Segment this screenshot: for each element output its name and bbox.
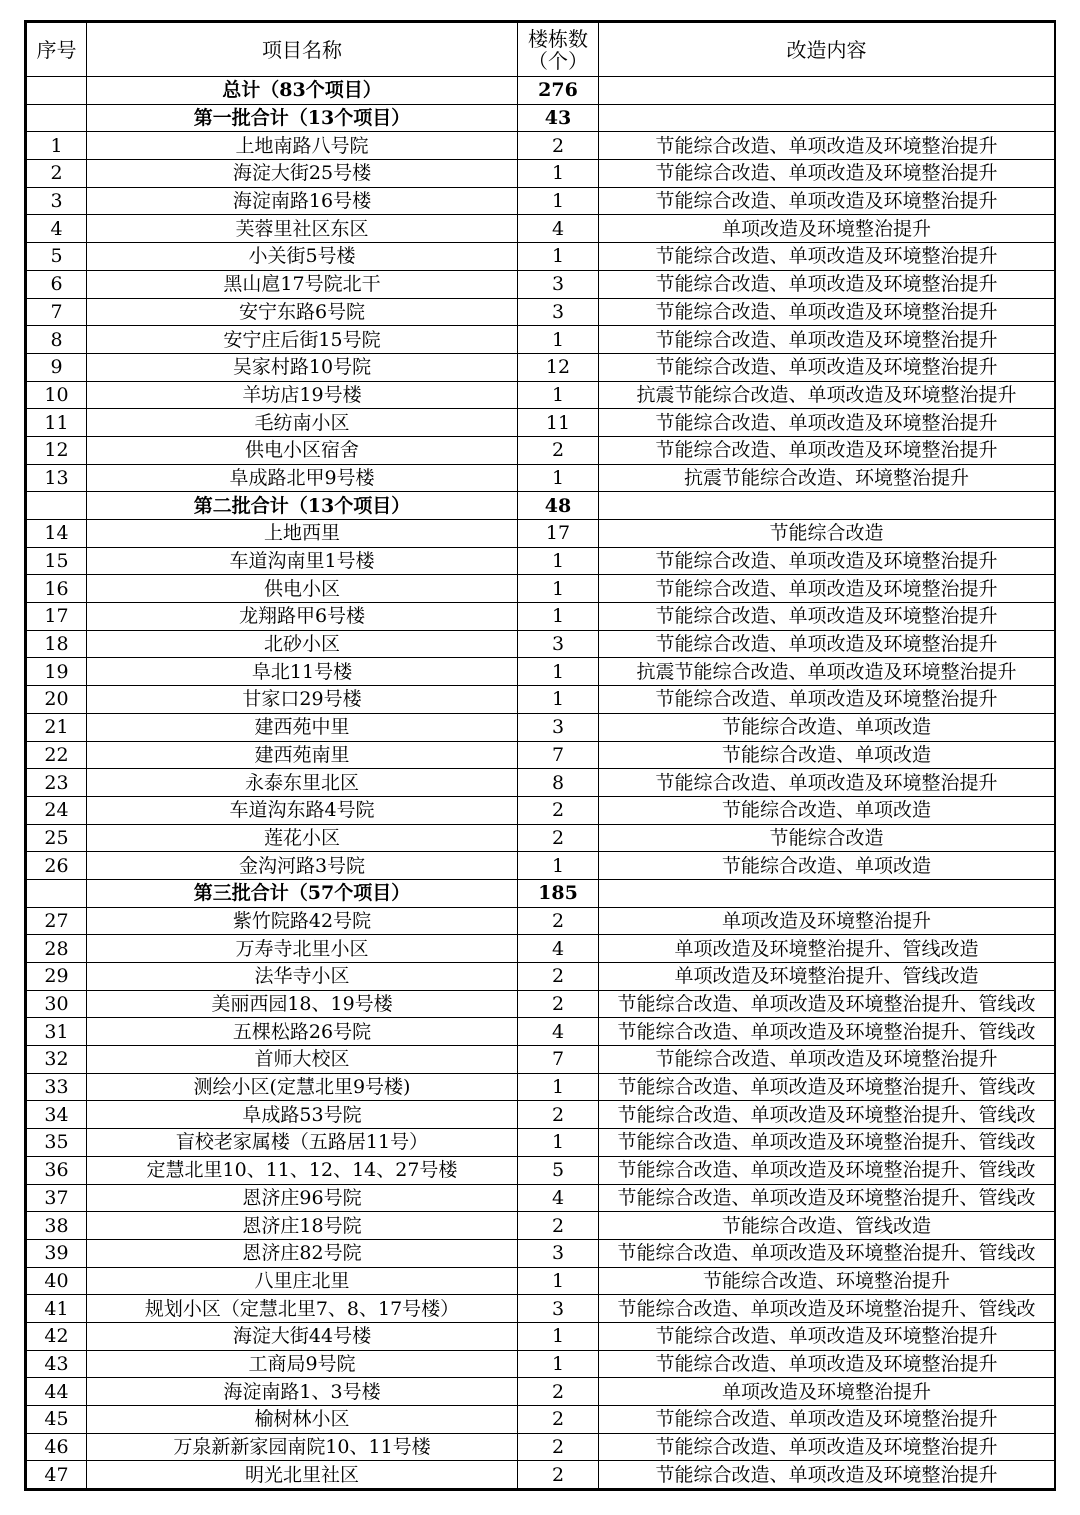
row-content: 节能综合改造、单项改造及环境整治提升	[599, 298, 1055, 326]
row-name: 定慧北里10、11、12、14、27号楼	[87, 1156, 518, 1184]
row-no: 11	[27, 409, 87, 437]
row-content: 节能综合改造、单项改造及环境整治提升、管线改	[599, 1184, 1055, 1212]
table-row	[27, 298, 1055, 326]
row-no: 35	[27, 1129, 87, 1157]
row-no: 20	[27, 686, 87, 714]
header-name: 项目名称	[87, 23, 518, 77]
row-name: 建西苑中里	[87, 713, 518, 741]
row-name: 五棵松路26号院	[87, 1018, 518, 1046]
table-row	[27, 1378, 1055, 1406]
row-no: 29	[27, 963, 87, 991]
row-content: 节能综合改造、管线改造	[599, 1212, 1055, 1240]
row-content: 节能综合改造、单项改造及环境整治提升、管线改	[599, 1101, 1055, 1129]
row-no: 31	[27, 1018, 87, 1046]
row-content: 节能综合改造、单项改造及环境整治提升	[599, 409, 1055, 437]
subtotal-label: 第一批合计（13个项目）	[87, 104, 518, 132]
subtotal-content-cell	[599, 492, 1055, 520]
row-content: 节能综合改造、单项改造	[599, 741, 1055, 769]
row-name: 车道沟东路4号院	[87, 796, 518, 824]
row-no: 9	[27, 353, 87, 381]
row-content: 抗震节能综合改造、环境整治提升	[599, 464, 1055, 492]
table-row	[27, 796, 1055, 824]
header-row	[27, 23, 1055, 77]
row-content: 节能综合改造、单项改造及环境整治提升	[599, 1433, 1055, 1461]
table-row	[27, 243, 1055, 271]
table-row	[27, 1129, 1055, 1157]
row-no: 28	[27, 935, 87, 963]
row-count: 1	[518, 243, 599, 271]
table-row	[27, 713, 1055, 741]
row-count: 17	[518, 520, 599, 548]
table-row	[27, 1018, 1055, 1046]
row-name: 万泉新新家园南院10、11号楼	[87, 1433, 518, 1461]
row-no: 10	[27, 381, 87, 409]
row-name: 恩济庄82号院	[87, 1239, 518, 1267]
row-name: 芙蓉里社区东区	[87, 215, 518, 243]
table-row	[27, 1239, 1055, 1267]
table-row	[27, 215, 1055, 243]
row-count: 4	[518, 1018, 599, 1046]
row-name: 紫竹院路42号院	[87, 907, 518, 935]
row-count: 7	[518, 741, 599, 769]
row-name: 龙翔路甲6号楼	[87, 603, 518, 631]
table-row	[27, 1406, 1055, 1434]
row-content: 节能综合改造、单项改造及环境整治提升	[599, 270, 1055, 298]
row-no: 6	[27, 270, 87, 298]
row-name: 安宁东路6号院	[87, 298, 518, 326]
subtotal-row	[27, 104, 1055, 132]
table-row	[27, 1046, 1055, 1074]
row-count: 2	[518, 963, 599, 991]
subtotal-content-cell	[599, 879, 1055, 907]
table-row	[27, 575, 1055, 603]
row-content: 节能综合改造、单项改造及环境整治提升	[599, 1406, 1055, 1434]
row-no: 45	[27, 1406, 87, 1434]
row-content: 节能综合改造、单项改造	[599, 796, 1055, 824]
row-count: 2	[518, 1406, 599, 1434]
row-name: 黑山扈17号院北干	[87, 270, 518, 298]
row-no: 15	[27, 547, 87, 575]
row-name: 法华寺小区	[87, 963, 518, 991]
row-no: 2	[27, 160, 87, 188]
row-no: 27	[27, 907, 87, 935]
row-name: 金沟河路3号院	[87, 852, 518, 880]
row-count: 3	[518, 630, 599, 658]
subtotal-content-cell	[599, 77, 1055, 105]
row-no: 18	[27, 630, 87, 658]
table-row	[27, 990, 1055, 1018]
subtotal-count: 185	[518, 879, 599, 907]
row-content: 节能综合改造、单项改造及环境整治提升	[599, 243, 1055, 271]
subtotal-label: 总计（83个项目）	[87, 77, 518, 105]
row-content: 节能综合改造、单项改造及环境整治提升、管线改	[599, 1018, 1055, 1046]
table-row	[27, 824, 1055, 852]
table-row	[27, 520, 1055, 548]
row-no: 41	[27, 1295, 87, 1323]
row-content: 单项改造及环境整治提升	[599, 1378, 1055, 1406]
row-name: 海淀大街44号楼	[87, 1322, 518, 1350]
row-content: 节能综合改造、单项改造及环境整治提升、管线改	[599, 1295, 1055, 1323]
table-row	[27, 160, 1055, 188]
row-name: 阜北11号楼	[87, 658, 518, 686]
row-name: 上地南路八号院	[87, 132, 518, 160]
table-row	[27, 907, 1055, 935]
row-count: 3	[518, 1239, 599, 1267]
row-content: 抗震节能综合改造、单项改造及环境整治提升	[599, 381, 1055, 409]
row-content: 节能综合改造、单项改造及环境整治提升	[599, 1350, 1055, 1378]
row-name: 美丽西园18、19号楼	[87, 990, 518, 1018]
header-content: 改造内容	[599, 23, 1055, 77]
row-count: 1	[518, 575, 599, 603]
table-row	[27, 547, 1055, 575]
row-count: 2	[518, 796, 599, 824]
row-no: 19	[27, 658, 87, 686]
row-name: 盲校老家属楼（五路居11号）	[87, 1129, 518, 1157]
row-name: 供电小区	[87, 575, 518, 603]
row-content: 节能综合改造、单项改造及环境整治提升	[599, 436, 1055, 464]
table-row	[27, 1461, 1055, 1489]
row-content: 节能综合改造、单项改造及环境整治提升	[599, 132, 1055, 160]
row-content: 单项改造及环境整治提升	[599, 215, 1055, 243]
row-content: 节能综合改造、单项改造及环境整治提升	[599, 603, 1055, 631]
row-count: 1	[518, 1350, 599, 1378]
subtotal-count: 48	[518, 492, 599, 520]
table-row	[27, 353, 1055, 381]
row-no: 4	[27, 215, 87, 243]
header-count-line1: 楼栋数	[528, 26, 588, 51]
subtotal-no-cell	[27, 879, 87, 907]
table-row	[27, 381, 1055, 409]
table-row	[27, 935, 1055, 963]
row-content: 节能综合改造、单项改造及环境整治提升	[599, 769, 1055, 797]
subtotal-label: 第三批合计（57个项目）	[87, 879, 518, 907]
row-no: 46	[27, 1433, 87, 1461]
row-name: 阜成路53号院	[87, 1101, 518, 1129]
table-row	[27, 1184, 1055, 1212]
row-no: 30	[27, 990, 87, 1018]
table-row	[27, 1295, 1055, 1323]
row-no: 44	[27, 1378, 87, 1406]
row-count: 3	[518, 298, 599, 326]
row-no: 16	[27, 575, 87, 603]
project-table-container	[24, 20, 1056, 1491]
subtotal-no-cell	[27, 77, 87, 105]
row-name: 永泰东里北区	[87, 769, 518, 797]
row-count: 2	[518, 990, 599, 1018]
row-content: 节能综合改造、单项改造及环境整治提升、管线改	[599, 1239, 1055, 1267]
row-count: 2	[518, 436, 599, 464]
row-count: 5	[518, 1156, 599, 1184]
subtotal-row	[27, 879, 1055, 907]
subtotal-no-cell	[27, 104, 87, 132]
subtotal-no-cell	[27, 492, 87, 520]
row-no: 12	[27, 436, 87, 464]
table-row	[27, 1073, 1055, 1101]
row-content: 节能综合改造、单项改造及环境整治提升	[599, 575, 1055, 603]
row-count: 1	[518, 1267, 599, 1295]
table-body	[27, 77, 1055, 1489]
row-count: 3	[518, 1295, 599, 1323]
row-count: 3	[518, 270, 599, 298]
row-name: 建西苑南里	[87, 741, 518, 769]
row-name: 海淀南路1、3号楼	[87, 1378, 518, 1406]
row-count: 3	[518, 713, 599, 741]
row-count: 7	[518, 1046, 599, 1074]
row-count: 8	[518, 769, 599, 797]
table-row	[27, 464, 1055, 492]
subtotal-label: 第二批合计（13个项目）	[87, 492, 518, 520]
row-name: 上地西里	[87, 520, 518, 548]
row-no: 34	[27, 1101, 87, 1129]
row-name: 首师大校区	[87, 1046, 518, 1074]
row-count: 1	[518, 658, 599, 686]
row-name: 明光北里社区	[87, 1461, 518, 1489]
row-count: 1	[518, 1129, 599, 1157]
row-name: 海淀大街25号楼	[87, 160, 518, 188]
row-count: 2	[518, 132, 599, 160]
table-row	[27, 187, 1055, 215]
row-content: 节能综合改造	[599, 824, 1055, 852]
subtotal-count: 43	[518, 104, 599, 132]
subtotal-row	[27, 492, 1055, 520]
row-name: 甘家口29号楼	[87, 686, 518, 714]
header-count-line2: （个）	[528, 48, 588, 73]
row-content: 节能综合改造	[599, 520, 1055, 548]
row-name: 万寿寺北里小区	[87, 935, 518, 963]
table-row	[27, 658, 1055, 686]
table-row	[27, 1322, 1055, 1350]
row-content: 节能综合改造、单项改造及环境整治提升	[599, 630, 1055, 658]
row-content: 节能综合改造、单项改造及环境整治提升	[599, 353, 1055, 381]
subtotal-content-cell	[599, 104, 1055, 132]
row-count: 2	[518, 907, 599, 935]
header-count	[518, 23, 599, 77]
row-name: 规划小区（定慧北里7、8、17号楼）	[87, 1295, 518, 1323]
row-name: 小关街5号楼	[87, 243, 518, 271]
row-name: 供电小区宿舍	[87, 436, 518, 464]
table-row	[27, 603, 1055, 631]
row-name: 车道沟南里1号楼	[87, 547, 518, 575]
row-name: 恩济庄96号院	[87, 1184, 518, 1212]
row-no: 36	[27, 1156, 87, 1184]
row-no: 25	[27, 824, 87, 852]
row-name: 海淀南路16号楼	[87, 187, 518, 215]
row-no: 1	[27, 132, 87, 160]
table-row	[27, 686, 1055, 714]
table-row	[27, 132, 1055, 160]
row-count: 2	[518, 1378, 599, 1406]
table-row	[27, 1101, 1055, 1129]
row-count: 1	[518, 381, 599, 409]
row-no: 3	[27, 187, 87, 215]
row-content: 节能综合改造、单项改造及环境整治提升、管线改	[599, 1129, 1055, 1157]
row-content: 节能综合改造、单项改造及环境整治提升、管线改	[599, 1156, 1055, 1184]
row-no: 21	[27, 713, 87, 741]
row-content: 节能综合改造、单项改造及环境整治提升	[599, 160, 1055, 188]
row-no: 26	[27, 852, 87, 880]
table-row	[27, 1433, 1055, 1461]
row-count: 12	[518, 353, 599, 381]
row-count: 2	[518, 1212, 599, 1240]
table-row	[27, 409, 1055, 437]
row-no: 32	[27, 1046, 87, 1074]
row-no: 33	[27, 1073, 87, 1101]
subtotal-row	[27, 77, 1055, 105]
row-no: 17	[27, 603, 87, 631]
row-count: 2	[518, 1101, 599, 1129]
table-row	[27, 436, 1055, 464]
row-content: 节能综合改造、单项改造及环境整治提升	[599, 686, 1055, 714]
row-no: 22	[27, 741, 87, 769]
table-row	[27, 270, 1055, 298]
row-content: 节能综合改造、单项改造	[599, 713, 1055, 741]
row-name: 毛纺南小区	[87, 409, 518, 437]
row-name: 测绘小区(定慧北里9号楼)	[87, 1073, 518, 1101]
table-row	[27, 1212, 1055, 1240]
row-name: 吴家村路10号院	[87, 353, 518, 381]
row-count: 4	[518, 1184, 599, 1212]
project-table	[26, 22, 1055, 1489]
row-content: 节能综合改造、单项改造及环境整治提升	[599, 1461, 1055, 1489]
row-content: 单项改造及环境整治提升	[599, 907, 1055, 935]
row-count: 11	[518, 409, 599, 437]
row-no: 40	[27, 1267, 87, 1295]
row-content: 节能综合改造、单项改造	[599, 852, 1055, 880]
row-no: 42	[27, 1322, 87, 1350]
row-name: 工商局9号院	[87, 1350, 518, 1378]
row-name: 北砂小区	[87, 630, 518, 658]
row-count: 1	[518, 686, 599, 714]
row-count: 2	[518, 1461, 599, 1489]
row-no: 14	[27, 520, 87, 548]
row-count: 2	[518, 824, 599, 852]
row-no: 7	[27, 298, 87, 326]
row-content: 单项改造及环境整治提升、管线改造	[599, 963, 1055, 991]
row-no: 38	[27, 1212, 87, 1240]
row-no: 13	[27, 464, 87, 492]
table-row	[27, 1156, 1055, 1184]
row-content: 节能综合改造、单项改造及环境整治提升	[599, 547, 1055, 575]
row-no: 24	[27, 796, 87, 824]
row-content: 节能综合改造、单项改造及环境整治提升	[599, 1322, 1055, 1350]
row-name: 阜成路北甲9号楼	[87, 464, 518, 492]
row-name: 榆树林小区	[87, 1406, 518, 1434]
table-row	[27, 741, 1055, 769]
row-content: 节能综合改造、单项改造及环境整治提升、管线改	[599, 1073, 1055, 1101]
row-count: 2	[518, 1433, 599, 1461]
table-row	[27, 963, 1055, 991]
row-name: 八里庄北里	[87, 1267, 518, 1295]
row-name: 安宁庄后街15号院	[87, 326, 518, 354]
row-content: 单项改造及环境整治提升、管线改造	[599, 935, 1055, 963]
row-count: 1	[518, 160, 599, 188]
row-count: 1	[518, 1073, 599, 1101]
table-row	[27, 1267, 1055, 1295]
row-no: 37	[27, 1184, 87, 1212]
row-content: 抗震节能综合改造、单项改造及环境整治提升	[599, 658, 1055, 686]
row-content: 节能综合改造、环境整治提升	[599, 1267, 1055, 1295]
row-name: 恩济庄18号院	[87, 1212, 518, 1240]
row-count: 1	[518, 852, 599, 880]
table-row	[27, 326, 1055, 354]
row-no: 43	[27, 1350, 87, 1378]
row-name: 莲花小区	[87, 824, 518, 852]
subtotal-count: 276	[518, 77, 599, 105]
row-content: 节能综合改造、单项改造及环境整治提升、管线改	[599, 990, 1055, 1018]
table-row	[27, 852, 1055, 880]
row-count: 1	[518, 187, 599, 215]
row-count: 1	[518, 464, 599, 492]
row-no: 39	[27, 1239, 87, 1267]
row-no: 5	[27, 243, 87, 271]
row-content: 节能综合改造、单项改造及环境整治提升	[599, 326, 1055, 354]
row-count: 1	[518, 326, 599, 354]
row-no: 23	[27, 769, 87, 797]
table-row	[27, 769, 1055, 797]
row-no: 8	[27, 326, 87, 354]
row-count: 4	[518, 215, 599, 243]
row-name: 羊坊店19号楼	[87, 381, 518, 409]
row-count: 1	[518, 547, 599, 575]
row-count: 1	[518, 1322, 599, 1350]
row-content: 节能综合改造、单项改造及环境整治提升	[599, 187, 1055, 215]
row-count: 4	[518, 935, 599, 963]
table-row	[27, 1350, 1055, 1378]
header-no: 序号	[27, 23, 87, 77]
table-row	[27, 630, 1055, 658]
row-content: 节能综合改造、单项改造及环境整治提升	[599, 1046, 1055, 1074]
row-no: 47	[27, 1461, 87, 1489]
row-count: 1	[518, 603, 599, 631]
